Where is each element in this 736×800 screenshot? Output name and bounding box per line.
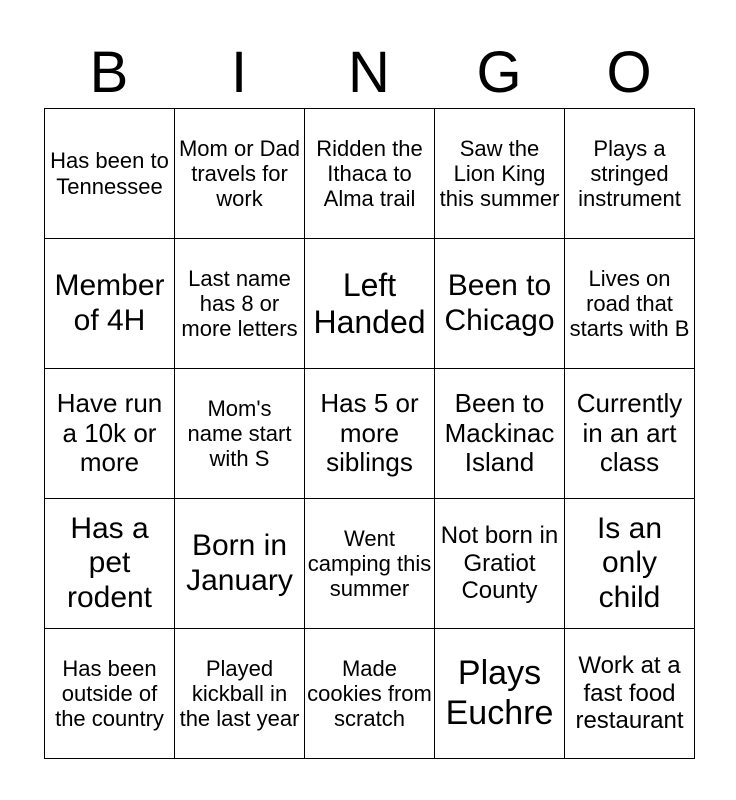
- bingo-square[interactable]: Has been to Tennessee: [45, 109, 175, 239]
- bingo-square[interactable]: Went camping this summer: [305, 499, 435, 629]
- bingo-square[interactable]: Lives on road that starts with B: [565, 239, 695, 369]
- bingo-row: [45, 109, 695, 239]
- header-letter-n: N: [348, 40, 390, 105]
- bingo-square[interactable]: Is an only child: [565, 499, 695, 629]
- bingo-square[interactable]: Has a pet rodent: [45, 499, 175, 629]
- bingo-header: [44, 38, 694, 108]
- bingo-square[interactable]: Have run a 10k or more: [45, 369, 175, 499]
- bingo-square[interactable]: Ridden the Ithaca to Alma trail: [305, 109, 435, 239]
- bingo-square[interactable]: Left Handed: [305, 239, 435, 369]
- bingo-square[interactable]: Has 5 or more siblings: [305, 369, 435, 499]
- bingo-square[interactable]: Not born in Gratiot County: [435, 499, 565, 629]
- bingo-square[interactable]: Born in January: [175, 499, 305, 629]
- bingo-square[interactable]: Mom or Dad travels for work: [175, 109, 305, 239]
- bingo-square[interactable]: Work at a fast food restaurant: [565, 629, 695, 759]
- bingo-row: [45, 499, 695, 629]
- header-letter-b: B: [89, 40, 129, 105]
- bingo-square[interactable]: Last name has 8 or more letters: [175, 239, 305, 369]
- bingo-square[interactable]: Plays Euchre: [435, 629, 565, 759]
- bingo-square[interactable]: Member of 4H: [45, 239, 175, 369]
- bingo-square[interactable]: Been to Mackinac Island: [435, 369, 565, 499]
- bingo-square[interactable]: Has been outside of the country: [45, 629, 175, 759]
- bingo-square[interactable]: Currently in an art class: [565, 369, 695, 499]
- bingo-square[interactable]: Plays a stringed instrument: [565, 109, 695, 239]
- bingo-row: [45, 629, 695, 759]
- bingo-card: [44, 108, 695, 759]
- bingo-square[interactable]: Saw the Lion King this summer: [435, 109, 565, 239]
- header-letter-o: O: [606, 40, 652, 105]
- bingo-square[interactable]: Mom's name start with S: [175, 369, 305, 499]
- header-letter-g: G: [476, 40, 522, 105]
- bingo-row: [45, 369, 695, 499]
- bingo-square[interactable]: Made cookies from scratch: [305, 629, 435, 759]
- bingo-square[interactable]: Played kickball in the last year: [175, 629, 305, 759]
- bingo-row: [45, 239, 695, 369]
- bingo-square[interactable]: Been to Chicago: [435, 239, 565, 369]
- header-letter-i: I: [230, 40, 248, 105]
